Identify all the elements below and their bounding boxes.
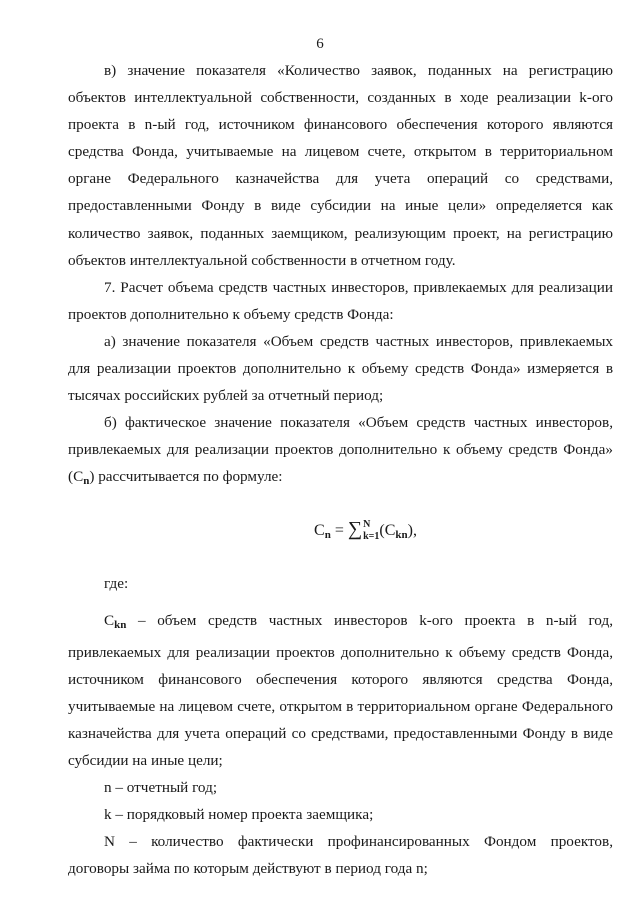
where-label: где: bbox=[104, 574, 129, 592]
definition-k: k – порядковый номер проекта заемщика; bbox=[104, 806, 374, 824]
definition-ckn bbox=[68, 607, 613, 775]
paragraph-b-symbol-sub: n bbox=[83, 475, 90, 488]
definition-ckn-text: – объем средств частных инвесторов k-ого проекта в n-ый год, привлекаемых для реализации проектов дополнительно к объему средств Фонда, источником финансового обеспечения которого являются средства Фонда, учитываемые на лицевом счете, открытом в территориальном органе Федерального казначейства для учета операций со средствами, предоставленными Фонду в виде субсидии на иные цели; bbox=[68, 611, 613, 770]
definition-ckn-symbol: C bbox=[104, 611, 115, 629]
definition-ckn-sub: kn bbox=[114, 618, 127, 631]
formula-lhs-sub: n bbox=[324, 528, 331, 541]
formula-lhs: C bbox=[314, 521, 325, 539]
paragraph-b: б) фактическое значение показателя «Объем средств частных инвесторов, привлекаемых для реализации проектов дополнительно к объему средств Фонда» $(C_n)$ рассчитывается по формуле: bbox=[68, 414, 613, 488]
formula-equals: = bbox=[334, 521, 344, 539]
paragraph-b-symbol: C bbox=[73, 468, 84, 486]
paragraph-7: 7. Расчет объема средств частных инвесторов, привлекаемых для реализации проектов дополнительно к объему средств Фонда: bbox=[68, 278, 613, 323]
paragraph-b-main: б) фактическое значение показателя «Объем средств частных инвесторов, привлекаемых для реализации проектов дополнительно к объему средств Фонда» bbox=[68, 414, 613, 459]
paragraph-b-tail: рассчитывается по формуле: bbox=[98, 468, 283, 486]
formula-arg-open: (C bbox=[379, 521, 396, 539]
document-body bbox=[68, 57, 613, 883]
definition-N: N – количество фактически профинансированных Фондом проектов, договоры займа по которым действуют в период года n; bbox=[68, 833, 613, 878]
formula-arg-sub: kn bbox=[395, 528, 408, 541]
formula-arg-close: ), bbox=[407, 521, 417, 539]
paragraph-a: а) значение показателя «Объем средств частных инвесторов, привлекаемых для реализации проектов дополнительно к объему средств Фонда» измеряется в тысячах российских рублей за отчетный период; bbox=[68, 332, 613, 405]
page-number: 6 bbox=[316, 36, 324, 52]
definition-n: n – отчетный год; bbox=[104, 779, 218, 797]
paragraph-v: в) значение показателя «Количество заявок, поданных на регистрацию объектов интеллектуальной собственности, созданных в ходе реализации k-ого проекта в n-ый год, источником финансового обеспечения которого являются средства Фонда, учитываемые на лицевом счете, открытом в территориальном органе Федерального казначейства для учета операций со средствами, предоставленными Фонду в виде субсидии на иные цели» определяется как количество заявок, поданных заемщиком, реализующим проект, на регистрацию объектов интеллектуальной собственности в отчетном году. bbox=[68, 62, 613, 269]
sum-limits bbox=[363, 519, 379, 543]
formula bbox=[68, 514, 613, 550]
sum-upper-limit: N bbox=[363, 518, 371, 530]
sum-symbol: ∑ bbox=[347, 517, 363, 540]
sum-lower-limit: k=1 bbox=[363, 530, 380, 542]
